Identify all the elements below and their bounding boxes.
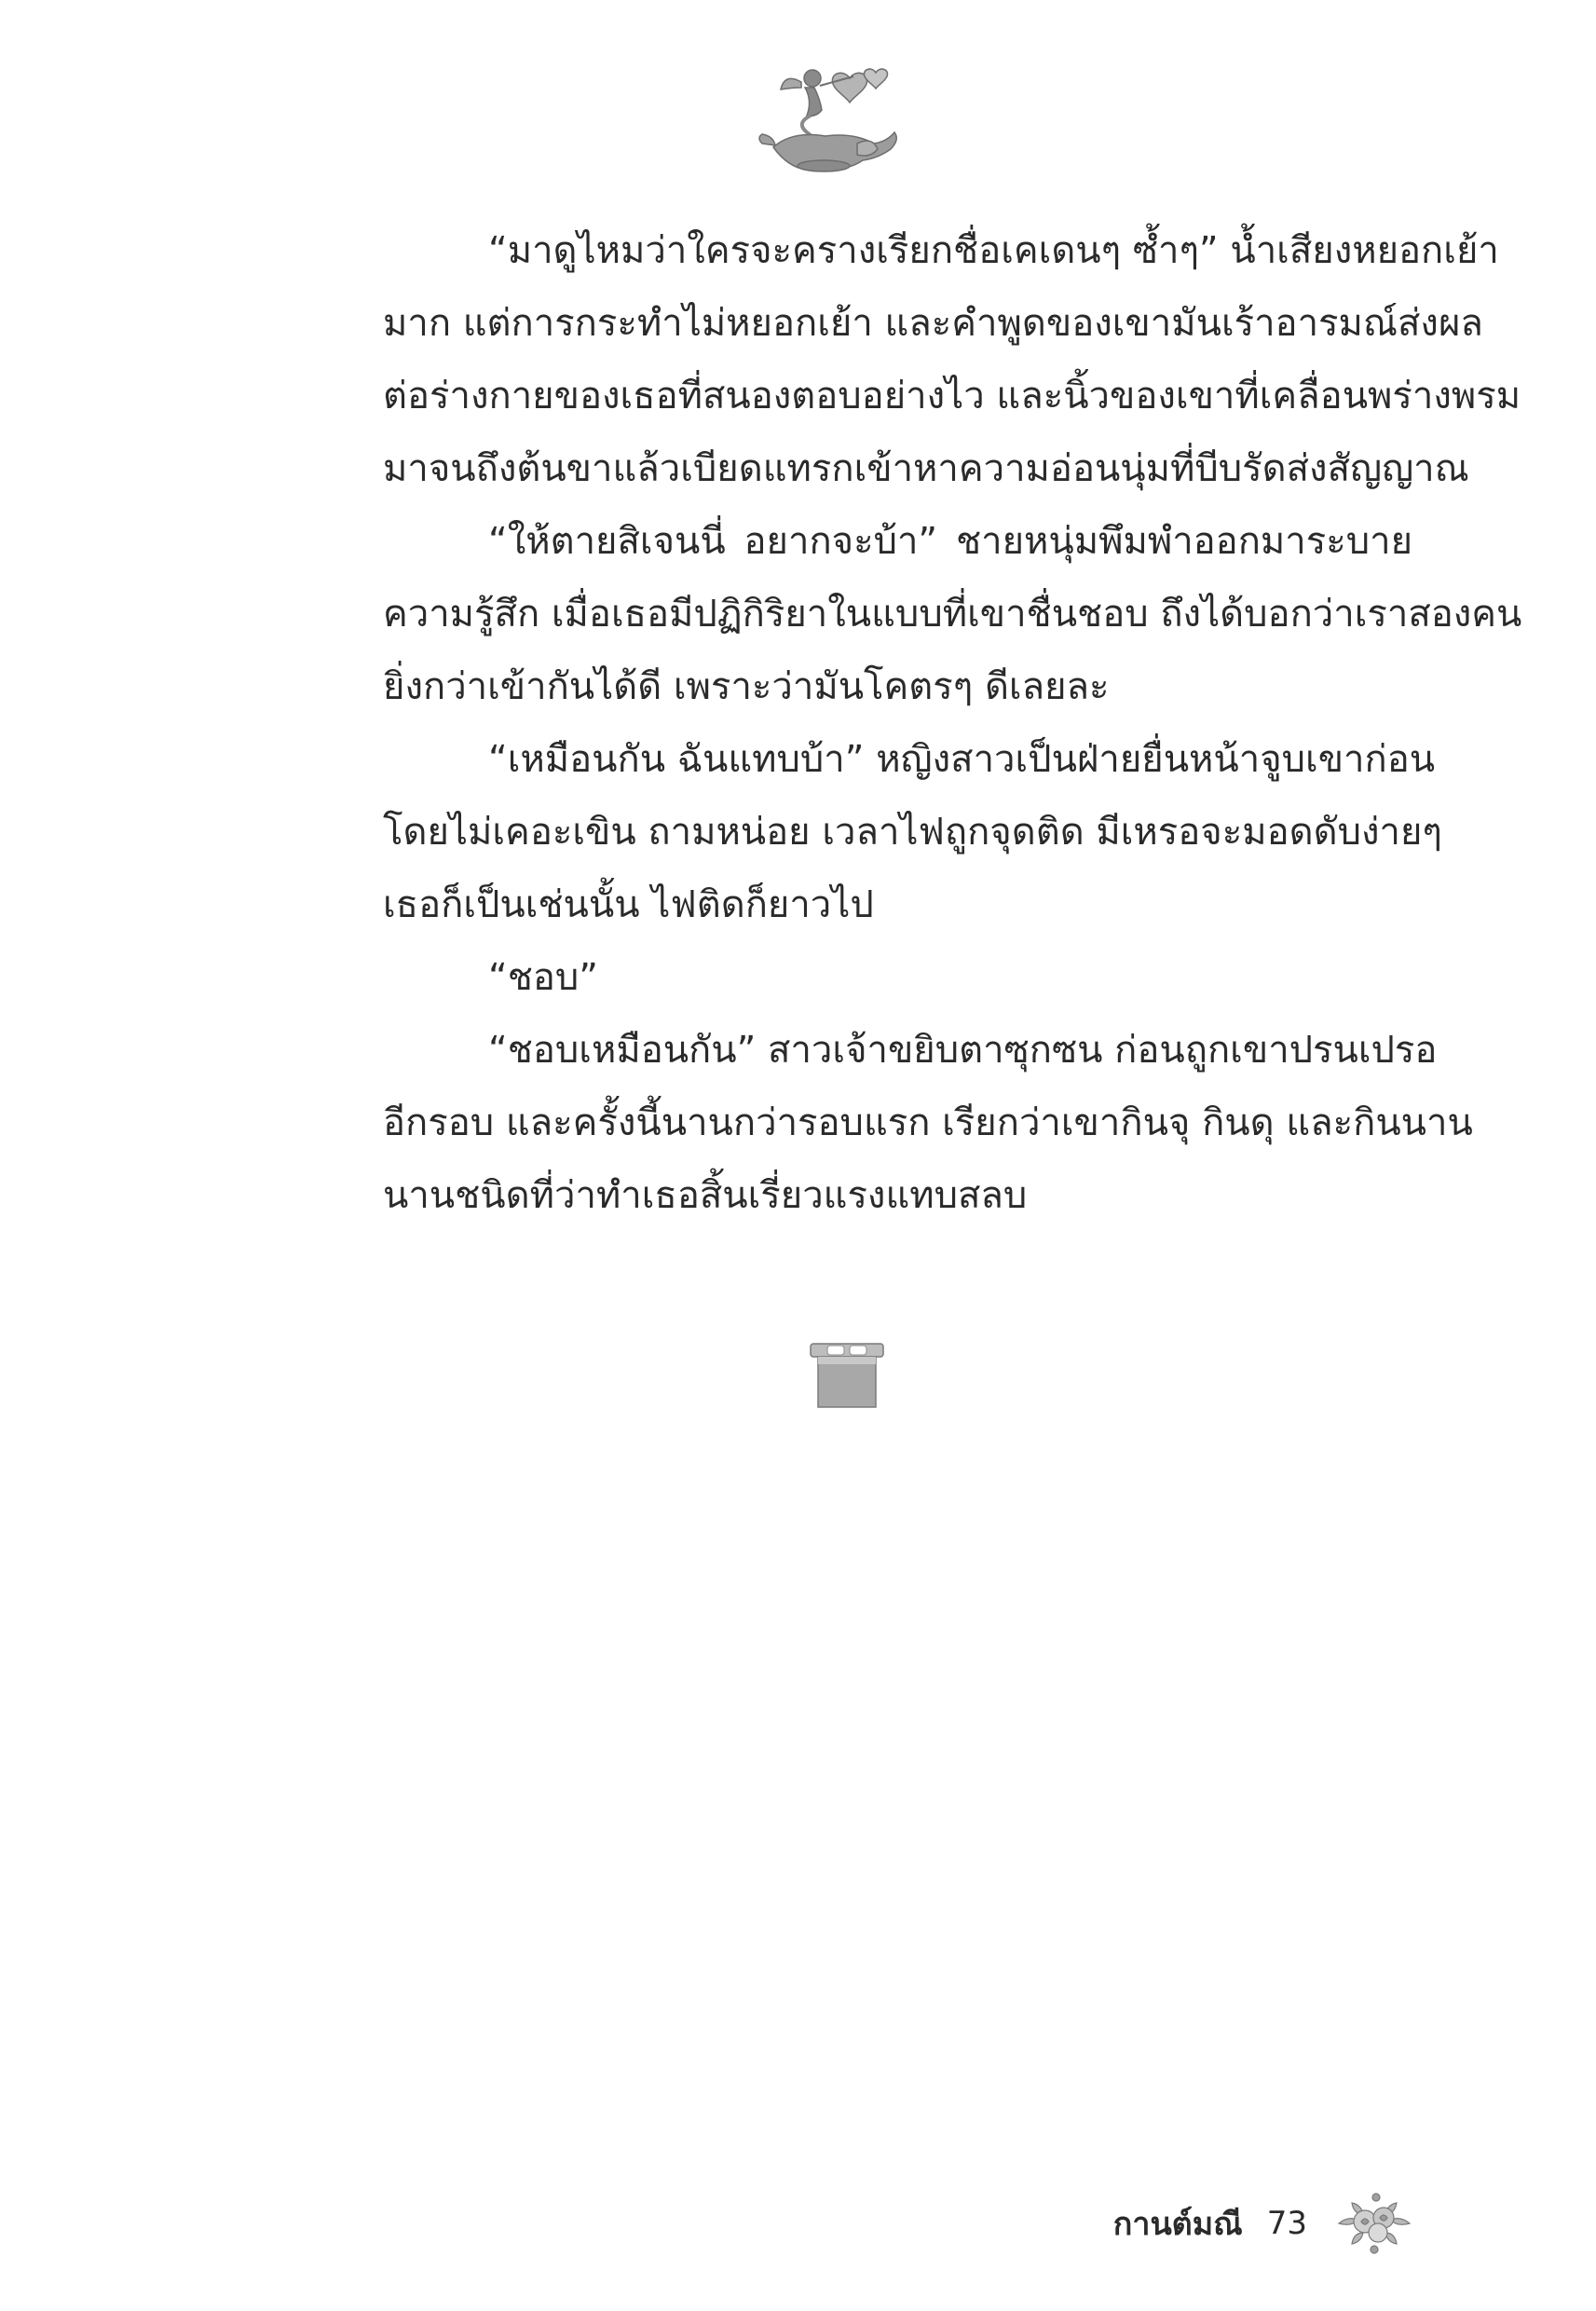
text-line: ต่อร่างกายของเธอที่สนองตอบอย่างไว และนิ้วของเขาที่เคลื่อนพร่างพรม xyxy=(383,375,1521,417)
book-title: กานต์มณี xyxy=(1112,2206,1243,2243)
paragraph-2 xyxy=(278,505,1522,723)
text-line: “ให้ตายสิเจนนี่ อยากจะบ้า” ชายหนุ่มพึมพำออกมาระบาย xyxy=(488,520,1412,563)
text-line: มาก แต่การกระทำไม่หยอกเย้า และคำพูดของเขามันเร้าอารมณ์ส่งผล xyxy=(383,302,1483,345)
text-line: “เหมือนกัน ฉันแทบบ้า” หญิงสาวเป็นฝ่ายยื่นหน้าจูบเขาก่อน xyxy=(488,738,1436,781)
flower-ornament-icon xyxy=(1331,2190,1417,2257)
page-number: 73 xyxy=(1266,2205,1307,2242)
paragraph-1 xyxy=(278,214,1521,505)
text-line: อีกรอบ และครั้งนี้นานกว่ารอบแรก เรียกว่าเขากินจุ กินดุ และกินนาน xyxy=(383,1101,1473,1144)
text-line: “ชอบเหมือนกัน” สาวเจ้าขยิบตาซุกซน ก่อนถูกเขาปรนเปรอ xyxy=(488,1029,1438,1072)
bed-icon xyxy=(809,1340,885,1409)
paragraph-5 xyxy=(278,1014,1473,1232)
lamp-cupid-ornament-icon xyxy=(745,54,913,175)
text-line: “มาดูไหมว่าใครจะครางเรียกชื่อเคเดนๆ ซ้ำๆ” น้ำเสียงหยอกเย้า xyxy=(488,229,1499,272)
text-line: มาจนถึงต้นขาแล้วเบียดแทรกเข้าหาความอ่อนนุ่มที่บีบรัดส่งสัญญาณ xyxy=(383,447,1469,490)
paragraph-3 xyxy=(278,723,1442,941)
text-line: เธอก็เป็นเช่นนั้น ไฟติดก็ยาวไป xyxy=(383,883,874,926)
page-footer xyxy=(1113,2190,1417,2257)
text-line: “ชอบ” xyxy=(488,956,599,999)
story-text xyxy=(278,214,1522,1232)
text-line: ยิ่งกว่าเข้ากันได้ดี เพราะว่ามันโคตรๆ ดีเลยละ xyxy=(383,665,1110,708)
text-line: ความรู้สึก เมื่อเธอมีปฏิกิริยาในแบบที่เขาชื่นชอบ ถึงได้บอกว่าเราสองคน xyxy=(383,593,1522,636)
paragraph-4 xyxy=(278,941,1412,1014)
text-line: นานชนิดที่ว่าทำเธอสิ้นเรี่ยวแรงแทบสลบ xyxy=(383,1174,1028,1217)
text-line: โดยไม่เคอะเขิน ถามหน่อย เวลาไฟถูกจุดติด มีเหรอจะมอดดับง่ายๆ xyxy=(383,811,1442,854)
